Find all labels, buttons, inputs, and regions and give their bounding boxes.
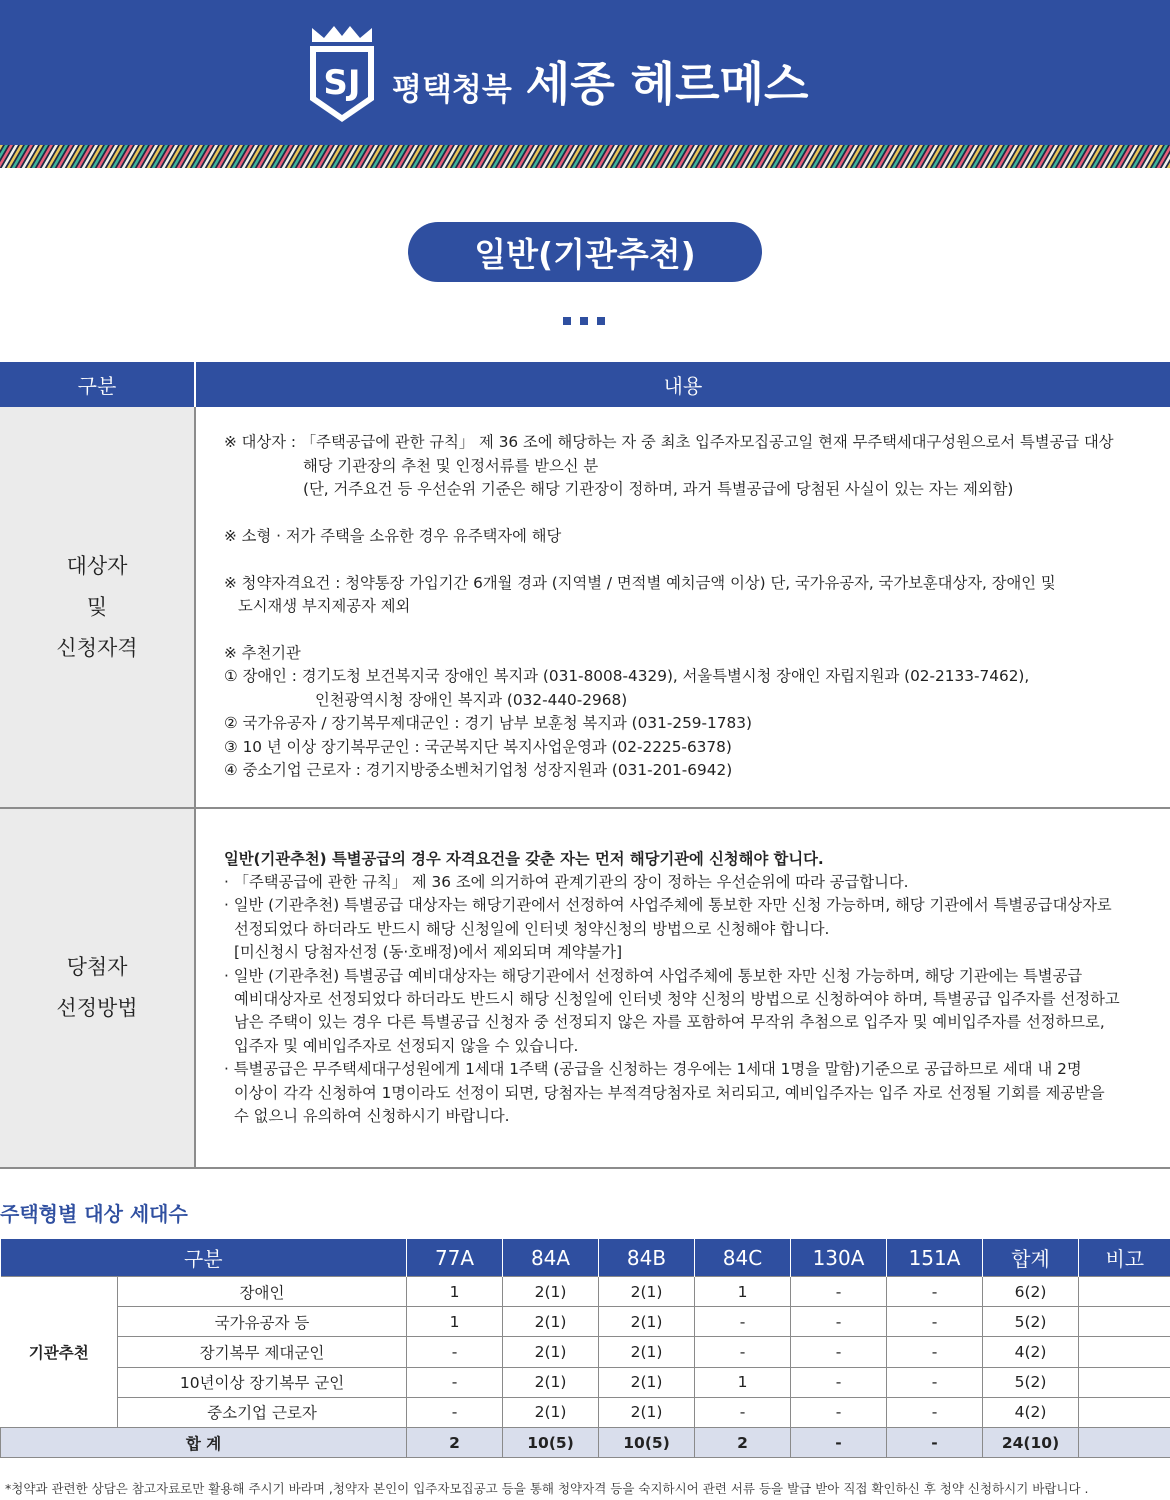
total-cell: - [791, 1427, 887, 1457]
table-cell: - [695, 1337, 791, 1367]
units-table-title: 주택형별 대상 세대수 [0, 1202, 188, 1226]
logo-letters: SJ [323, 63, 361, 103]
selection-content: 일반(기관추천) 특별공급의 경우 자격요건을 갖춘 자는 먼저 해당기관에 신청해야 합니다. · 「주택공급에 관한 규칙」 제 36 조에 의거하여 관계기관의 장이 정하는 우선순위에 따라 공급합니다. · 일반 (기관추천) 특별공급 대상자는 해당기관에서 선정하여 사업주체에 통보한 자만 신청 가능하며, 해당 기관에서 특별공급대상자로 선정되었다 하더라도 반드시 해당 신청일에 인터넷 청약신청의 방법으로 신청해야 합니다. [미신청시 당첨자선정 (동·호배정)에서 제외되며 계약불가] · 일반 (기관추천) 특별공급 예비대상자는 해당기관에서 선정하여 사업주체에 통보한 자만 신청 가능하며, 해당 기관에는 특별공급 예비대상자로 선정되었다 하더라도 반드시 해당 신청일에 인터넷 청약 신청의 방법으로 신청하여야 하며, 특별공급 입주자를 선정하고 남은 주택이 있는 경우 다른 특별공급 신청자 중 선정되지 않은 자를 포함하여 무작위 추첨으로 입주자 및 예비입주자를 선정하므로, 입주자 및 예비입주자로 선정되지 않을 수 있습니다. · 특별공급은 무주택세대구성원에게 1세대 1주택 (공급을 신청하는 경우에는 1세대 1명을 말함)기준으로 공급하므로 세대 내 2명 이상이 각각 신청하여 1명이라도 선정이 되면, 당첨자는 부적격당첨자로 처리되고, 예비입주자는 입주 자로 선정될 기회를 제공받을 수 없으니 유의하여 신청하시기 바랍니다. [195, 808, 1170, 1168]
total-cell: - [887, 1427, 983, 1457]
table-cell: - [791, 1367, 887, 1397]
table-cell: 2(1) [503, 1277, 599, 1307]
sj-logo-icon [306, 26, 378, 124]
table-cell: - [887, 1367, 983, 1397]
table-cell: 2(1) [503, 1397, 599, 1427]
table-cell: - [791, 1277, 887, 1307]
info-table [0, 362, 1170, 1169]
table-cell: 2(1) [503, 1337, 599, 1367]
table-cell: 2(1) [599, 1337, 695, 1367]
table-cell: 2(1) [599, 1277, 695, 1307]
total-cell: 2 [695, 1427, 791, 1457]
group-label: 기관추천 [1, 1277, 118, 1428]
dots-divider [563, 317, 605, 325]
col-header: 130A [791, 1239, 887, 1277]
table-cell: - [407, 1367, 503, 1397]
table-cell: - [887, 1397, 983, 1427]
table-cell: 1 [407, 1277, 503, 1307]
table-cell [1079, 1397, 1170, 1427]
footnote: *청약과 관련한 상담은 참고자료로만 활용해 주시기 바라며 ,청약자 본인이 입주자모집공고 등을 통해 청약자격 등을 숙지하시어 관련 서류 등을 발급 받아 직접 확인하신 후 청약 신청하시기 바랍니다 . [5, 1481, 1089, 1496]
table-cell: 2(1) [503, 1367, 599, 1397]
table-cell: - [407, 1337, 503, 1367]
table-cell: 4(2) [983, 1397, 1079, 1427]
table-cell [1079, 1337, 1170, 1367]
row-label-eligibility: 대상자 및 신청자격 [0, 407, 195, 808]
table-cell: - [887, 1277, 983, 1307]
header-category: 구분 [0, 362, 195, 407]
total-cell: 10(5) [503, 1427, 599, 1457]
table-cell [1079, 1307, 1170, 1337]
table-cell: 1 [407, 1307, 503, 1337]
total-row [1, 1427, 1170, 1457]
table-cell: - [791, 1397, 887, 1427]
table-cell: - [695, 1397, 791, 1427]
table-cell: 2(1) [599, 1397, 695, 1427]
decorative-pattern [0, 145, 1170, 168]
table-cell: - [407, 1397, 503, 1427]
table-cell: 5(2) [983, 1307, 1079, 1337]
header-banner [0, 0, 1170, 145]
table-cell: 2(1) [599, 1307, 695, 1337]
row-name: 장애인 [118, 1277, 407, 1307]
table-cell: 5(2) [983, 1367, 1079, 1397]
eligibility-content: ※ 대상자 : 「주택공급에 관한 규칙」 제 36 조에 해당하는 자 중 최초 입주자모집공고일 현재 무주택세대구성원으로서 특별공급 대상 해당 기관장의 추천 및 인정서류를 받으신 분 (단, 거주요건 등 우선순위 기준은 해당 기관장이 정하며, 과거 특별공급에 당첨된 사실이 있는 자는 제외함) ※ 소형 · 저가 주택을 소유한 경우 유주택자에 해당 ※ 청약자격요건 : 청약통장 가입기간 6개월 경과 (지역별 / 면적별 예치금액 이상) 단, 국가유공자, 국가보훈대상자, 장애인 및 도시재생 부지제공자 제외 ※ 추천기관 ① 장애인 : 경기도청 보건복지국 장애인 복지과 (031-8008-4329), 서울특별시청 장애인 자립지원과 (02-2133-7462), 인천광역시청 장애인 복지과 (032-440-2968) ② 국가유공자 / 장기복무제대군인 : 경기 남부 보훈청 복지과 (031-259-1783) ③ 10 년 이상 장기복무군인 : 국군복지단 복지사업운영과 (02-2225-6378) ④ 중소기업 근로자 : 경기지방중소벤처기업청 성장지원과 (031-201-6942) [195, 407, 1170, 808]
table-cell: 4(2) [983, 1337, 1079, 1367]
units-table [0, 1239, 1170, 1458]
total-cell: 24(10) [983, 1427, 1079, 1457]
col-header: 77A [407, 1239, 503, 1277]
total-cell: 10(5) [599, 1427, 695, 1457]
table-row [1, 1277, 1170, 1307]
row-name: 장기복무 제대군인 [118, 1337, 407, 1367]
col-header: 84C [695, 1239, 791, 1277]
total-label: 합 계 [1, 1427, 407, 1457]
brand-sub: 평택청북 [392, 72, 512, 108]
total-cell [1079, 1427, 1170, 1457]
section-title: 일반(기관추천) [408, 222, 762, 282]
row-name: 10년이상 장기복무 군인 [118, 1367, 407, 1397]
table-row [1, 1307, 1170, 1337]
table-row [1, 1397, 1170, 1427]
row-name: 중소기업 근로자 [118, 1397, 407, 1427]
col-header: 합계 [983, 1239, 1079, 1277]
col-header: 구분 [1, 1239, 407, 1277]
table-cell: 6(2) [983, 1277, 1079, 1307]
table-cell [1079, 1277, 1170, 1307]
table-cell [1079, 1367, 1170, 1397]
table-cell: - [887, 1337, 983, 1367]
table-cell: - [695, 1307, 791, 1337]
total-cell: 2 [407, 1427, 503, 1457]
col-header: 84A [503, 1239, 599, 1277]
col-header: 151A [887, 1239, 983, 1277]
table-cell: 1 [695, 1277, 791, 1307]
table-cell: - [791, 1337, 887, 1367]
table-cell: 2(1) [503, 1307, 599, 1337]
brand-main: 세종 헤르메스 [525, 57, 809, 111]
col-header: 비고 [1079, 1239, 1170, 1277]
table-row [1, 1367, 1170, 1397]
table-cell: 1 [695, 1367, 791, 1397]
table-cell: - [887, 1307, 983, 1337]
row-name: 국가유공자 등 [118, 1307, 407, 1337]
table-cell: - [791, 1307, 887, 1337]
col-header: 84B [599, 1239, 695, 1277]
brand-title [392, 48, 808, 114]
table-row [1, 1337, 1170, 1367]
table-cell: 2(1) [599, 1367, 695, 1397]
row-label-selection: 당첨자 선정방법 [0, 808, 195, 1168]
header-content: 내용 [195, 362, 1170, 407]
